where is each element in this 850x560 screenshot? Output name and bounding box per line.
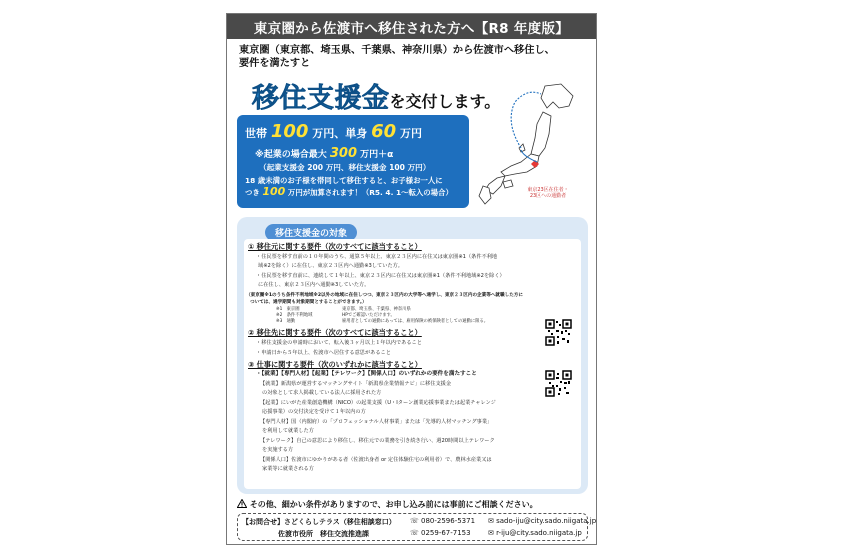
footnote-3-key: ※3 通勤 (276, 319, 296, 324)
amount-line (245, 121, 461, 142)
contact-1-tel-number: 080-2596-5371 (421, 517, 476, 525)
kids-amount: 100 (262, 185, 286, 198)
flyer (226, 13, 597, 545)
phone-icon: ☏ (410, 529, 419, 537)
target-section (237, 217, 588, 494)
contact-1-tel[interactable] (410, 517, 475, 525)
contact-1-mail-address: sado-iju@city.sado.niigata.jp (496, 517, 597, 525)
s1-bullet-2a: ・住民票を移す直前に、連続して１年以上、東京２３区内に在住又は東京圏※1（条件不利地域※2を除く） (256, 273, 505, 279)
s3-line-1: 【就業】新潟県が運営するマッチングサイト「新潟県企業情報ナビ」に移住支援金 (260, 381, 452, 387)
kids-line-2 (245, 186, 461, 198)
section-3-title: ③ 仕事に関する要件（次のいずれかに該当すること） (248, 360, 422, 369)
caution-note (237, 499, 588, 510)
amount-box (237, 115, 469, 208)
contact-box (237, 513, 597, 541)
single-unit: 万円 (400, 127, 423, 140)
s3-header: ・【就業】【専門人材】【起業】【テレワーク】【関係人口】のいずれかの要件を満たすこと (256, 371, 477, 377)
kids-text (245, 175, 461, 198)
s1-note-1: （東京圏※1のうち条件不利地域※2以外の地域に在住しつつ、東京２３区内の大学等へ通学し、東京２３区内の企業等へ就職した方に (246, 293, 523, 298)
qr-code-icon[interactable] (545, 319, 572, 346)
lead-line-2: 要件を満たすと (239, 58, 311, 69)
map-label-line-2: 23区への通勤者 (529, 193, 567, 199)
headline (252, 76, 500, 115)
contact-2-name: 佐渡市役所 移住交流推進課 (278, 530, 369, 538)
s1-bullet-1a: ・住民票を移す直前の１０年間のうち、通算５年以上、東京２３区内に在住又は東京圏※1（条件不利地 (256, 254, 498, 260)
kigyo-note: （起業支援金 200 万円、移住支援金 100 万円） (259, 163, 431, 172)
mail-icon: ✉ (488, 517, 494, 525)
kigyo-amount: 300 (329, 146, 358, 161)
household-unit: 万円、単身 (312, 127, 368, 140)
s3-line-3: 【起業】にいがた産業創造機構（NICO）の起業支援（U・Iターン創業応援事業または起業チャレンジ (260, 400, 496, 406)
footnote-3-value: 雇用者としての通勤にあっては、雇用保険の被保険者としての通勤に限る。 (342, 319, 489, 324)
headline-main: 移住支援金 (252, 83, 390, 114)
kids-post: 万円が加算されます！（R5. 4. 1～転入の場合） (287, 188, 453, 197)
qr-code-icon[interactable] (545, 370, 572, 397)
kigyo-unit: 万円＋α (360, 150, 394, 160)
household-prefix: 世帯 (245, 127, 267, 140)
footnote-1-value: 東京都、埼玉県、千葉県、神奈川県 (342, 307, 411, 312)
household-amount: 100 (270, 121, 309, 142)
s3-line-2: の対象として求人掲載している法人に採用された方 (262, 390, 382, 396)
contact-1-name: 【お問合せ】さどくらしテラス（移住相談窓口） (242, 518, 396, 526)
s3-line-5: 【専門人材】国（内閣府）の「プロフェッショナル人材事業」または「先導的人材マッチング事業」 (260, 419, 493, 425)
contact-2-mail-address: r-iju@city.sado.niigata.jp (496, 529, 582, 537)
section-2-title: ② 移住先に関する要件（次のすべてに該当すること） (248, 328, 422, 337)
s1-bullet-1b: 域※2を除く）に在住し、東京２３区内へ通勤※3していた方。 (258, 263, 403, 269)
mail-icon: ✉ (488, 529, 494, 537)
target-panel (244, 239, 581, 489)
s3-line-10: 家業等に就業される方 (262, 466, 314, 472)
lead-line-1: 東京圏（東京都、埼玉県、千葉県、神奈川県）から佐渡市へ移住し、 (239, 45, 555, 56)
contact-2-tel[interactable] (410, 529, 471, 537)
warning-icon (237, 499, 247, 508)
s3-line-8: を実施する方 (262, 447, 294, 453)
flyer-title: 東京圏から佐渡市へ移住された方へ【R8 年度版】 (227, 14, 596, 39)
caution-text: その他、細かい条件がありますので、お申し込み前には事前にご相談ください。 (249, 500, 538, 509)
s3-line-4: 応援事業）の交付決定を受けて１年以内の方 (262, 409, 366, 415)
s3-line-9: 【関係人口】佐渡市にゆかりがある者（佐渡出身者 or 定住体験住宅の利用者）で、農林水産業又は (260, 457, 492, 463)
s2-bullet-1: ・移住支援金の申請時において、転入後３ヶ月以上１年以内であること (256, 340, 422, 346)
map-label (523, 187, 573, 199)
map-label-line-1: 東京23区在住者・ (527, 187, 569, 193)
s2-bullet-2: ・申請日から５年以上、佐渡市へ居住する意思があること (256, 350, 391, 356)
contact-2-mail[interactable] (488, 529, 582, 537)
s3-line-6: を利用して就業した方 (262, 428, 314, 434)
contact-1-mail[interactable] (488, 517, 596, 525)
footnote-2-key: ※2 条件不利地域 (276, 313, 313, 318)
footnote-2-value: HPでご確認いただけます。 (342, 313, 395, 318)
s1-note-2: ついては、通学期間も対象期間とすることができます。） (250, 300, 367, 305)
target-pill: 移住支援金の対象 (265, 224, 357, 241)
contact-2-tel-number: 0259-67-7153 (421, 529, 471, 537)
headline-rest: を交付します。 (389, 92, 501, 111)
single-amount: 60 (371, 121, 397, 142)
lead-text (239, 44, 579, 70)
phone-icon: ☏ (410, 517, 419, 525)
s3-line-7: 【テレワーク】自己の意思により移住し、移住元での業務を引き続き行い、週20時間以上テレワーク (260, 438, 495, 444)
kids-line-1: 18 歳未満のお子様を帯同して移住すると、お子様お一人に (245, 176, 443, 185)
section-1-title: ① 移住元に関する要件（次のすべてに該当すること） (248, 242, 422, 251)
kigyo-line (245, 146, 461, 161)
kids-pre: つき (245, 188, 260, 197)
footnote-1-key: ※1 東京圏 (276, 307, 300, 312)
kigyo-prefix: ※起業の場合最大 (255, 150, 327, 160)
s1-bullet-2b: に在住し、東京２３区内へ通勤※3していた方。 (258, 282, 370, 288)
